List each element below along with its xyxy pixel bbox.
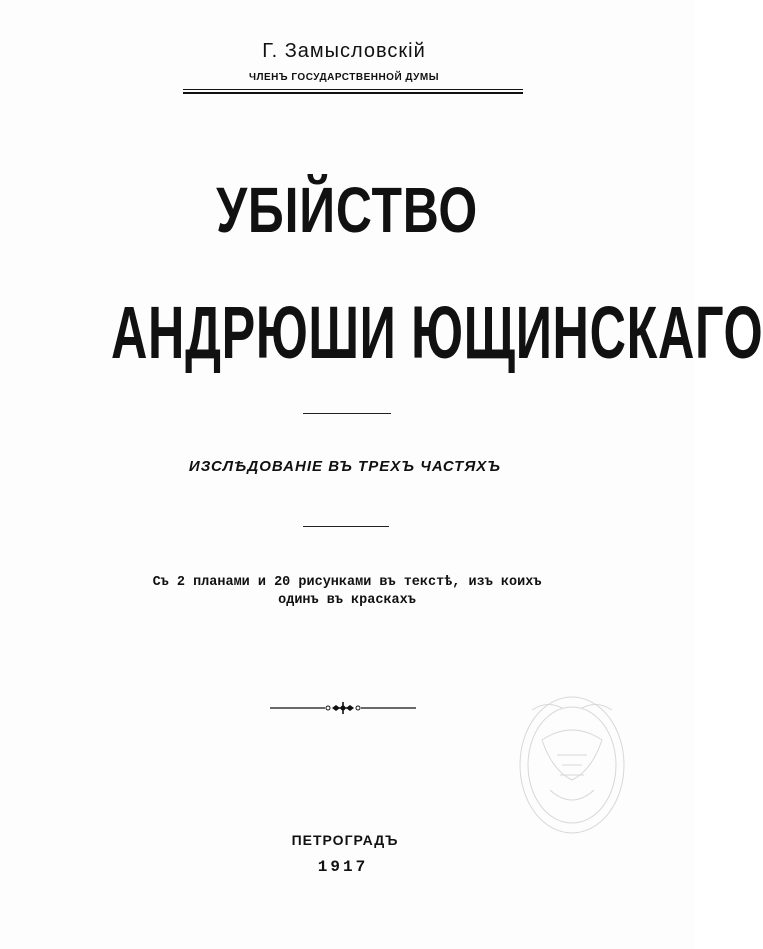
title-line-2: АНДРЮШИ ЮЩИНСКАГО [111, 291, 763, 374]
publication-city: ПЕТРОГРАДЪ [291, 832, 399, 848]
author-title: ЧЛЕНЪ ГОСУДАРСТВЕННОЙ ДУМЫ [248, 72, 440, 83]
header-double-rule [183, 89, 523, 94]
subtitle: ИЗСЛѢДОВАНІЕ ВЪ ТРЕХЪ ЧАСТЯХЪ [188, 458, 502, 475]
decorative-vignette-icon [270, 700, 416, 716]
illustrations-note-line-1: Съ 2 планами и 20 рисунками въ текстѣ, изъ коихъ [152, 575, 542, 590]
illustrations-note-line-2: одинъ въ краскахъ [278, 593, 416, 608]
author-name: Г. Замысловскій [262, 40, 426, 62]
publication-year: 1917 [317, 858, 369, 876]
title-line-1: УБІЙСТВО [216, 174, 478, 246]
divider-rule-lower [303, 526, 389, 527]
divider-rule-upper [303, 413, 391, 414]
library-stamp-icon [502, 680, 642, 850]
